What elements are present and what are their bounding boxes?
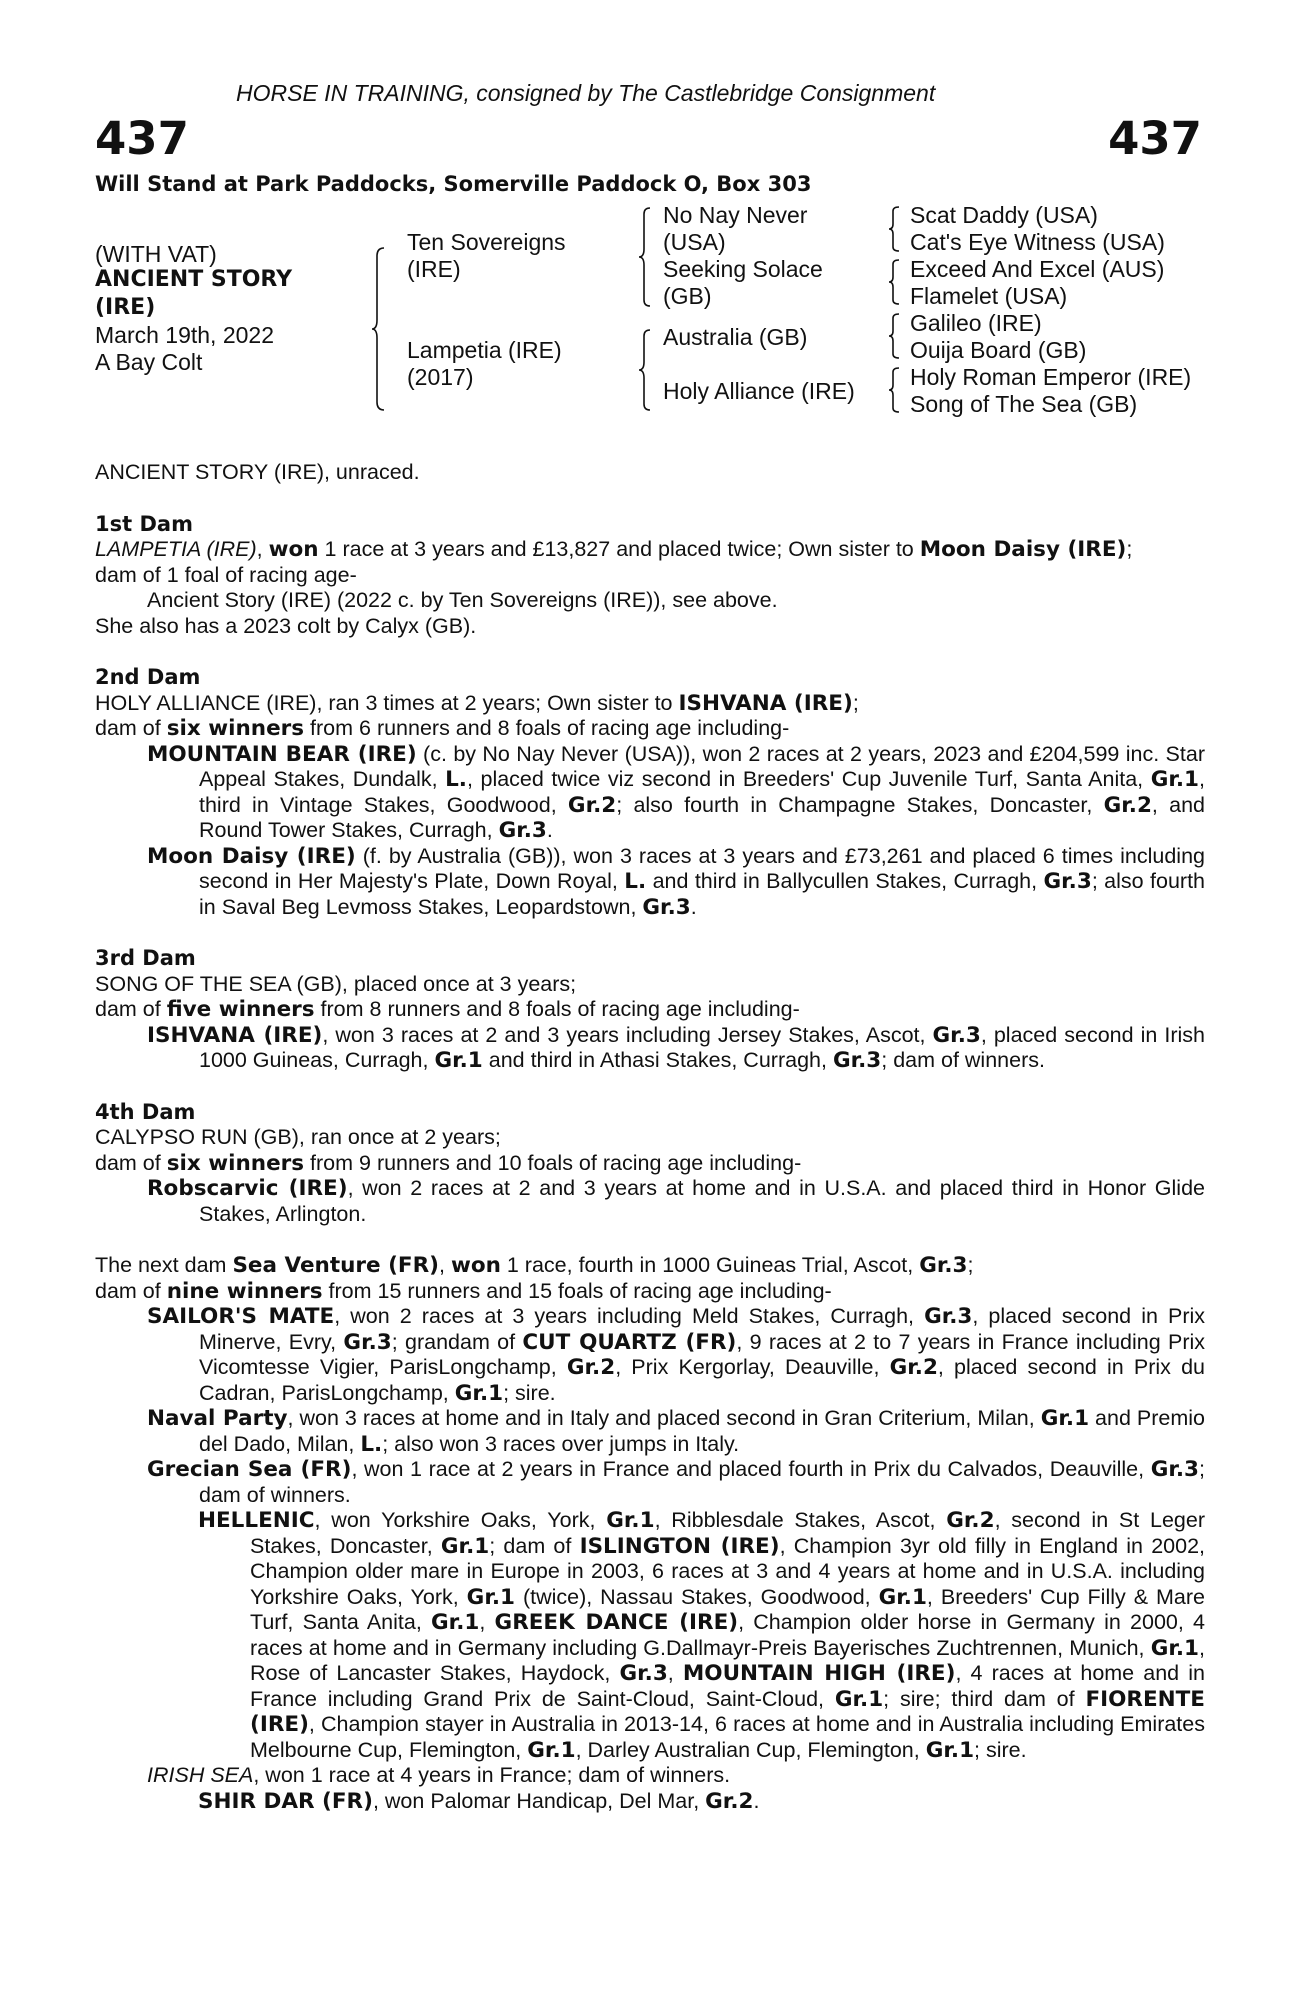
he-b9: Gr.1 [1150, 1635, 1200, 1661]
dam1-heading: 1st Dam [95, 511, 193, 536]
dam3-p1-name: ISHVANA (IRE) [147, 1022, 323, 1048]
dam2-t2: ; [852, 690, 859, 715]
next-t3: 1 race, fourth in 1000 Guineas Trial, Ascot, [500, 1253, 920, 1277]
dam2-t1: HOLY ALLIANCE (IRE), ran 3 times at 2 years; Own sister to [95, 690, 679, 715]
np-b2: L. [360, 1431, 383, 1457]
stand-location: Will Stand at Park Paddocks, Somerville Paddock O, Box 303 [95, 172, 812, 196]
dam2-line1 [95, 691, 1205, 717]
dam2-t4: from 6 runners and 8 foals of racing age including- [304, 716, 790, 740]
dam4-t3: from 9 runners and 10 foals of racing age including- [304, 1150, 802, 1175]
he-t11: , [667, 1661, 683, 1685]
dam2-p1-b2: Gr.1 [1150, 767, 1199, 792]
dam2-b2: six winners [166, 716, 305, 741]
dam2-p1-b3: Gr.2 [567, 792, 617, 818]
dam1-foals-line: dam of 1 foal of racing age- [95, 562, 357, 587]
dam2-p1-t6: . [546, 818, 553, 842]
he-t12: , 4 races at home and in France including Grand Prix de Saint-Cloud, Saint-Cloud, [250, 1661, 1205, 1711]
sm-t1: , won 2 races at 3 years including Meld Stakes, Curragh, [334, 1304, 925, 1328]
dam2-p2-name: Moon Daisy (IRE) [147, 843, 356, 869]
np-t1: , won 3 races at home and in Italy and placed second in Gran Criterium, Milan, [287, 1406, 1041, 1430]
np-b1: Gr.1 [1040, 1406, 1090, 1431]
dam2-p2-b2: Gr.3 [1043, 869, 1092, 894]
pedigree-brace-g78 [887, 366, 903, 414]
he-b15: Gr.1 [925, 1737, 975, 1763]
grandsire-2: Cat's Eye Witness (USA) [910, 229, 1165, 255]
consignment-line: HORSE IN TRAINING, consigned by The Castlebridge Consignment [236, 80, 936, 106]
sm-b4: Gr.2 [566, 1355, 616, 1380]
grandsire-8: Song of The Sea (GB) [910, 391, 1138, 417]
dam1-also: She also has a 2023 colt by Calyx (GB). [95, 613, 477, 638]
dam2-p2-t1: (f. by Australia (GB)), won 3 races at 3 years and £73,261 and placed 6 times including second in Her Majesty's Plate, Down Royal, [199, 843, 1205, 893]
he-b8: GREEK DANCE (IRE) [494, 1610, 739, 1635]
he-b2: Gr.2 [946, 1508, 995, 1533]
dam2-p1-b1: L. [445, 767, 467, 792]
dam4-line1: CALYPSO RUN (GB), ran once at 2 years; [95, 1125, 501, 1149]
next-dam-line1 [95, 1253, 1205, 1279]
he-t7: , Breeders' Cup Filly & Mare Turf, Santa Anita, [250, 1584, 1205, 1634]
next-produce-naval-party [147, 1406, 1205, 1457]
he-b14: Gr.1 [527, 1737, 576, 1763]
sire-name-line1: Ten Sovereigns [407, 229, 566, 255]
dam1-sister: Moon Daisy (IRE) [919, 537, 1127, 562]
gs-t1: , won 1 race at 2 years in France and placed fourth in Prix du Calvados, Deauville, [351, 1457, 1151, 1481]
he-t1: , won Yorkshire Oaks, York, [314, 1508, 607, 1532]
dam4-produce-1 [147, 1176, 1205, 1227]
catalogue-body [95, 460, 1205, 1814]
sd-t2: . [753, 1788, 760, 1813]
pedigree-brace-sire [637, 206, 655, 308]
dam3-p1-t3: and third in Athasi Stakes, Curragh, [482, 1048, 833, 1072]
horse-name-line1: ANCIENT STORY [95, 267, 293, 292]
sm-t3: ; grandam of [391, 1329, 523, 1354]
next-produce-irish-sea [147, 1763, 1205, 1789]
np-name: Naval Party [147, 1406, 288, 1431]
sire-dam-line1: Seeking Solace [663, 256, 823, 282]
horse-name-line2: (IRE) [95, 295, 156, 320]
dam2-p1-t3: , third in Vintage Stakes, Goodwood, [199, 767, 1205, 817]
he-t5: , Champion 3yr old filly in England in 2002, Champion older mare in Europe in 2003, 6 races at 3 and 4 years at home and in U.S.A. including Yorkshire Oaks, York, [250, 1533, 1205, 1609]
he-b3: Gr.1 [440, 1533, 490, 1559]
dam4-heading: 4th Dam [95, 1099, 196, 1124]
dam2-heading: 2nd Dam [95, 665, 201, 689]
dam-name-line2: (2017) [407, 364, 474, 390]
he-t14: , Champion stayer in Australia in 2013-14, 6 races at home and in Australia including Emirates Melbourne Cup, Flemington, [250, 1712, 1205, 1762]
dam2-p1-b4: Gr.2 [1103, 792, 1152, 818]
pedigree-brace-dam [637, 328, 655, 412]
sire-name-line2: (IRE) [407, 256, 461, 282]
he-b13: FIORENTE (IRE) [250, 1686, 1205, 1737]
dam4-p1-name: Robscarvic (IRE) [147, 1176, 348, 1201]
grandsire-4: Flamelet (USA) [910, 283, 1068, 309]
grandsire-1: Scat Daddy (USA) [910, 202, 1098, 228]
dam3-produce-1 [147, 1023, 1205, 1074]
he-b12: Gr.1 [834, 1686, 884, 1712]
np-t3: ; also won 3 races over jumps in Italy. [382, 1431, 740, 1456]
dam3-p1-t4: ; dam of winners. [881, 1048, 1045, 1072]
next-dam-line2 [95, 1279, 1205, 1305]
horse-description: A Bay Colt [95, 349, 203, 375]
dam2-produce-1 [147, 742, 1205, 844]
he-b1: Gr.1 [606, 1508, 655, 1533]
next-b4: nine winners [166, 1278, 323, 1304]
sire-sire-line1: No Nay Never [663, 202, 808, 228]
dam3-t3: from 8 runners and 8 foals of racing age including- [314, 997, 800, 1021]
next-t6: from 15 runners and 15 foals of racing age including- [322, 1278, 832, 1303]
dam1-won: won [268, 537, 319, 562]
race-summary: ANCIENT STORY (IRE), unraced. [95, 460, 420, 484]
pedigree-brace-main [370, 246, 390, 412]
dam2-p2-t2: and third in Ballycullen Stakes, Curragh, [646, 869, 1044, 893]
next-produce-grecian-sea [147, 1457, 1205, 1508]
he-b10: Gr.3 [619, 1661, 668, 1686]
dam3-line1: SONG OF THE SEA (GB), placed once at 3 years; [95, 971, 577, 996]
sd-b1: Gr.2 [705, 1788, 754, 1814]
he-b6: Gr.1 [878, 1584, 927, 1610]
dam2-p2-t4: . [690, 894, 697, 919]
dam-dam: Holy Alliance (IRE) [663, 378, 855, 404]
pedigree-brace-g56 [887, 312, 903, 360]
grandsire-6: Ouija Board (GB) [910, 337, 1087, 363]
dam2-p1-t1: (c. by No Nay Never (USA)), won 2 races at 2 years, 2023 and £204,599 inc. Star Appeal Stakes, Dundalk, [199, 741, 1205, 791]
sire-dam-line2: (GB) [663, 283, 712, 309]
dam4-t2: dam of [95, 1150, 167, 1175]
he-t15: , Darley Australian Cup, Flemington, [575, 1737, 926, 1762]
pedigree-brace-g34 [887, 258, 903, 306]
next-t4: ; [967, 1253, 974, 1277]
he-t16: ; sire. [974, 1737, 1027, 1762]
dam2-produce-2 [147, 844, 1205, 921]
dam2-p1-b5: Gr.3 [498, 818, 547, 843]
grandsire-5: Galileo (IRE) [910, 310, 1042, 336]
he-b4: ISLINGTON (IRE) [579, 1533, 780, 1559]
sd-name: SHIR DAR (FR) [198, 1788, 373, 1814]
dam3-p1-b1: Gr.3 [932, 1022, 981, 1048]
he-b7: Gr.1 [431, 1610, 480, 1635]
sd-t1: , won Palomar Handicap, Del Mar, [372, 1788, 706, 1813]
dam1-text1: 1 race at 3 years and £13,827 and placed twice; Own sister to [318, 537, 920, 561]
lot-number-right: 437 [1108, 112, 1202, 165]
he-t6: (twice), Nassau Stakes, Goodwood, [514, 1584, 879, 1609]
sm-b5: Gr.2 [889, 1355, 938, 1380]
next-b3: Gr.3 [919, 1253, 968, 1278]
next-produce-hellenic [198, 1508, 1205, 1763]
next-b2: won [450, 1253, 501, 1278]
sm-t7: ; sire. [503, 1380, 556, 1405]
sm-t4: , 9 races at 2 to 7 years in France including Prix Vicomtesse Vigier, ParisLongchamp, [199, 1329, 1206, 1379]
he-t8: , [479, 1610, 495, 1634]
dam3-t2: dam of [95, 997, 167, 1021]
sm-name: SAILOR'S MATE [147, 1304, 335, 1329]
dam2-p1-name: MOUNTAIN BEAR (IRE) [147, 741, 417, 767]
sm-t5: , Prix Kergorlay, Deauville, [615, 1355, 890, 1379]
dam2-line2 [95, 716, 1205, 742]
dam4-line2 [95, 1151, 1205, 1177]
dam-sire: Australia (GB) [663, 324, 808, 350]
pedigree-brace-g12 [887, 205, 903, 253]
sm-b1: Gr.3 [924, 1304, 973, 1329]
dam3-line2 [95, 997, 1205, 1023]
next-t1: The next dam [95, 1253, 233, 1277]
sm-t6: , placed second in Prix du Cadran, ParisLongchamp, [199, 1355, 1205, 1405]
grandsire-7: Holy Roman Emperor (IRE) [910, 364, 1192, 390]
sm-b2: Gr.3 [343, 1329, 392, 1355]
dam1-foal: Ancient Story (IRE) (2022 c. by Ten Sovereigns (IRE)), see above. [147, 588, 778, 612]
sm-b3: CUT QUARTZ (FR) [522, 1329, 737, 1355]
dam3-p1-b3: Gr.3 [832, 1048, 882, 1073]
dam4-p1-t1: , won 2 races at 2 and 3 years at home and in U.S.A. and placed third in Honor Glide Stakes, Arlington. [199, 1176, 1205, 1226]
dam3-p1-b2: Gr.1 [434, 1048, 483, 1073]
dam1-record: LAMPETIA (IRE), won 1 race at 3 years and £13,827 and placed twice; Own sister to Moon Daisy (IRE); [95, 537, 1133, 562]
dam3-p1-t2: , placed second in Irish 1000 Guineas, Curragh, [199, 1022, 1205, 1072]
next-t5: dam of [95, 1278, 167, 1303]
he-t10: , Rose of Lancaster Stakes, Haydock, [250, 1635, 1205, 1685]
gs-b1: Gr.3 [1150, 1457, 1200, 1482]
gs-name: Grecian Sea (FR) [147, 1457, 352, 1482]
dam2-b1: ISHVANA (IRE) [678, 690, 853, 716]
dam2-p2-b3: Gr.3 [642, 894, 691, 920]
he-t2: , Ribblesdale Stakes, Ascot, [654, 1508, 947, 1532]
he-name: HELLENIC [198, 1508, 315, 1533]
dam-name-line1: Lampetia (IRE) [407, 337, 562, 363]
dam2-p1-t5: , and Round Tower Stakes, Curragh, [199, 792, 1205, 842]
dam3-heading: 3rd Dam [95, 946, 196, 970]
is-t1: , won 1 race at 4 years in France; dam of winners. [253, 1763, 731, 1787]
he-t3: , second in St Leger Stakes, Doncaster, [250, 1508, 1205, 1558]
dam2-p2-b1: L. [624, 869, 647, 894]
gs-t2: ; dam of winners. [199, 1457, 1205, 1507]
dam2-t3: dam of [95, 716, 167, 740]
next-produce-sailors-mate [147, 1304, 1205, 1406]
is-name: IRISH SEA [147, 1763, 254, 1787]
np-t2: and Premio del Dado, Milan, [199, 1406, 1206, 1456]
dam3-p1-t1: , won 3 races at 2 and 3 years including Jersey Stakes, Ascot, [322, 1022, 933, 1047]
sm-t2: , placed second in Prix Minerve, Evry, [199, 1304, 1206, 1354]
he-t9: , Champion older horse in Germany in 2000, 4 races at home and in Germany including G.Dallmayr-Preis Bayerisches Zuchtrennen, Munich, [250, 1610, 1206, 1660]
next-t2: , [439, 1253, 451, 1277]
grandsire-3: Exceed And Excel (AUS) [910, 256, 1165, 282]
dam2-p1-t2: , placed twice viz second in Breeders' Cup Juvenile Turf, Santa Anita, [466, 767, 1151, 791]
sire-sire-line2: (USA) [663, 229, 726, 255]
next-b1: Sea Venture (FR) [232, 1253, 439, 1278]
dam2-p1-t4: ; also fourth in Champagne Stakes, Doncaster, [616, 792, 1104, 817]
dam3-b1: five winners [166, 997, 315, 1022]
he-t13: ; sire; third dam of [883, 1686, 1086, 1711]
vat-note: (WITH VAT) [95, 241, 217, 267]
sm-b6: Gr.1 [454, 1380, 504, 1406]
he-b5: Gr.1 [466, 1584, 515, 1610]
he-b11: MOUNTAIN HIGH (IRE) [682, 1661, 956, 1686]
dam1-name: LAMPETIA (IRE) [95, 537, 257, 561]
dam4-b1: six winners [166, 1150, 305, 1176]
next-produce-shir-dar [198, 1789, 1205, 1815]
dam2-p2-t3: ; also fourth in Saval Beg Levmoss Stakes, Leopardstown, [199, 869, 1205, 919]
foaled-date: March 19th, 2022 [95, 322, 275, 348]
lot-number-left: 437 [95, 112, 189, 165]
he-t4: ; dam of [489, 1533, 580, 1558]
dam1-text2: ; [1126, 537, 1133, 561]
